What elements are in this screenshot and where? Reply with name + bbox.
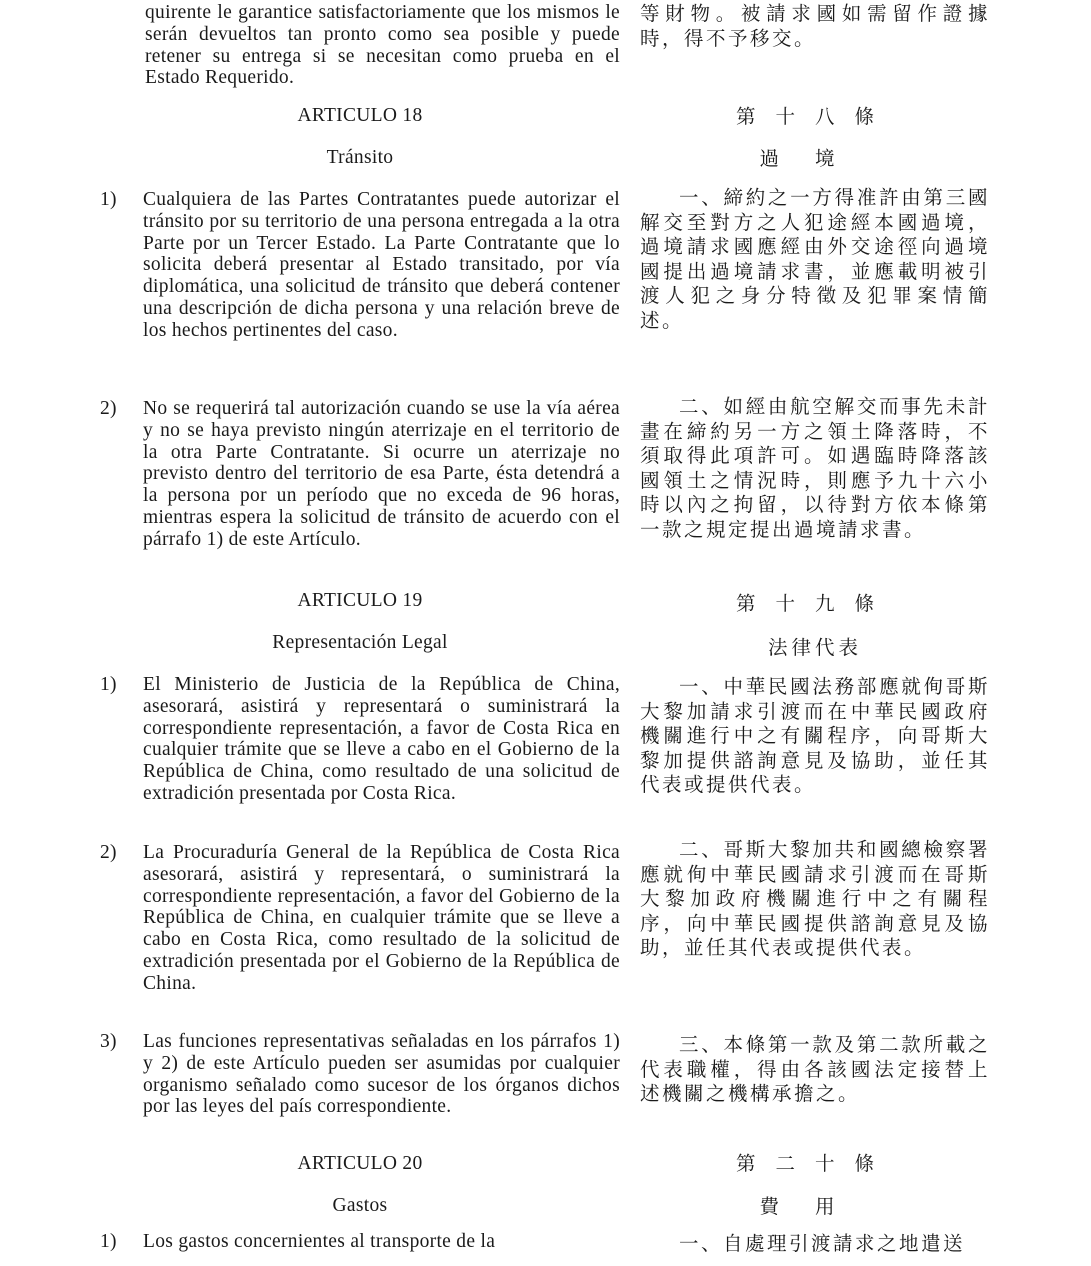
chinese-column xyxy=(640,0,990,1266)
zh-article-19-para-3: 三、本條第一款及第二款所載之代表職權，得由各該國法定接替上述機關之機構承擔之。 xyxy=(640,1033,990,1105)
item-text: Las funciones representativas señaladas en los párrafos 1) y 2) de este Artículo pueden ser asumidas por cualquier organismo señalado como sucesor de los órganos dichos por las leyes del país correspondiente. xyxy=(143,1031,620,1118)
zh-article-18-para-1: 一、締約之一方得准許由第三國解交至對方之人犯途經本國過境，過境請求國應經由外交途徑向過境國提出過境請求書，並應載明被引渡人犯之身分特徵及犯罪案情簡述。 xyxy=(640,186,990,332)
zh-article-18-para-2: 二、如經由航空解交而事先未計畫在締約另一方之領土降落時，不須取得此項許可。如遇臨時降落該國領土之情況時，則應予九十六小時以內之拘留，以待對方依本條第一款之規定提出過境請求書。 xyxy=(640,395,990,541)
zh-article-18-title: 過境 xyxy=(759,147,871,170)
article-19-item-3 xyxy=(100,1031,620,1118)
zh-article-19-para-2: 二、哥斯大黎加共和國總檢察署應就侚中華民國請求引渡而在哥斯大黎加政府機關進行中之有關程序，向中華民國提供諮詢意見及協助，並任其代表或提供代表。 xyxy=(640,838,990,959)
article-18-heading: ARTICULO 18 xyxy=(297,105,423,126)
zh-article-19-title: 法律代表 xyxy=(767,636,862,659)
item-text: No se requerirá tal autorización cuando se use la vía aérea y no se haya previsto ningún aterrizaje en el territorio de la otra Parte Contratante. Si ocurre un aterrizaje no previsto dentro del territorio de esa Parte, ésta detendrá a la persona por un período que no exceda de 96 horas, mientras espera la solicitud de tránsito de acuerdo con el párrafo 1) de este Artículo. xyxy=(143,398,620,550)
item-number: 1) xyxy=(100,189,117,210)
zh-article-19-para-1: 一、中華民國法務部應就侚哥斯大黎加請求引渡而在中華民國政府機關進行中之有關程序，向哥斯大黎加提供諮詢意見及協助，並任其代表或提供代表。 xyxy=(640,675,990,796)
spanish-column xyxy=(100,0,620,1266)
article-19-item-1 xyxy=(100,674,620,805)
article-18-title: Tránsito xyxy=(326,147,394,168)
continuation-paragraph: quirente le garantice satisfactoriamente que los mismos le serán devueltos tan pronto como sea posible y puede retener su entrega si se necesitan como prueba en el Estado Requerido. xyxy=(145,2,620,89)
zh-article-18-heading: 第十八條 xyxy=(735,105,894,128)
zh-article-20-heading: 第二十條 xyxy=(735,1152,894,1175)
article-18-item-2 xyxy=(100,398,620,551)
article-18-item-1 xyxy=(100,189,620,342)
item-text: La Procuraduría General de la República de Costa Rica asesorará, asistirá y representará, o suministrará la correspondiente representación, a favor del Gobierno de la República de China, en cualquier trámite que se lleve a cabo en Costa Rica, como resultado de la solicitud de extradición presentada por el Gobierno de la República de China. xyxy=(143,842,620,994)
article-19-title: Representación Legal xyxy=(272,632,448,653)
zh-article-20-title: 費用 xyxy=(759,1195,871,1218)
zh-article-20-para-1: 一、自處理引渡請求之地遣送 xyxy=(679,1232,966,1255)
article-19-item-2 xyxy=(100,842,620,995)
zh-continuation-paragraph: 等財物。被請求國如需留作證據時，得不予移交。 xyxy=(640,2,990,50)
item-text: El Ministerio de Justicia de la República de China, asesorará, asistirá y representará o suministrará la correspondiente representación, a favor de Costa Rica en cualquier trámite que se lleve a cabo en el Gobierno de la República de China, como resultado de una solicitud de extradición presentada por Costa Rica. xyxy=(143,674,620,804)
article-20-item-1 xyxy=(100,1231,620,1253)
item-number: 1) xyxy=(100,674,117,695)
article-20-title: Gastos xyxy=(332,1195,388,1216)
zh-article-19-heading: 第十九條 xyxy=(735,592,894,615)
article-20-heading: ARTICULO 20 xyxy=(297,1153,423,1174)
item-number: 3) xyxy=(100,1031,117,1052)
item-number: 2) xyxy=(100,398,117,419)
article-19-heading: ARTICULO 19 xyxy=(297,590,423,611)
item-number: 1) xyxy=(100,1231,117,1252)
item-text: Cualquiera de las Partes Contratantes puede autorizar el tránsito por su territorio de una persona entregada a la otra Parte por un Tercer Estado. La Parte Contratante que lo solicita deberá presentar al Estado transitado, por vía diplomática, una solicitud de tránsito que deberá contener una descripción de dicha persona y una relación breve de los hechos pertinentes del caso. xyxy=(143,189,620,341)
item-number: 2) xyxy=(100,842,117,863)
item-text: Los gastos concernientes al transporte de la xyxy=(143,1231,496,1252)
